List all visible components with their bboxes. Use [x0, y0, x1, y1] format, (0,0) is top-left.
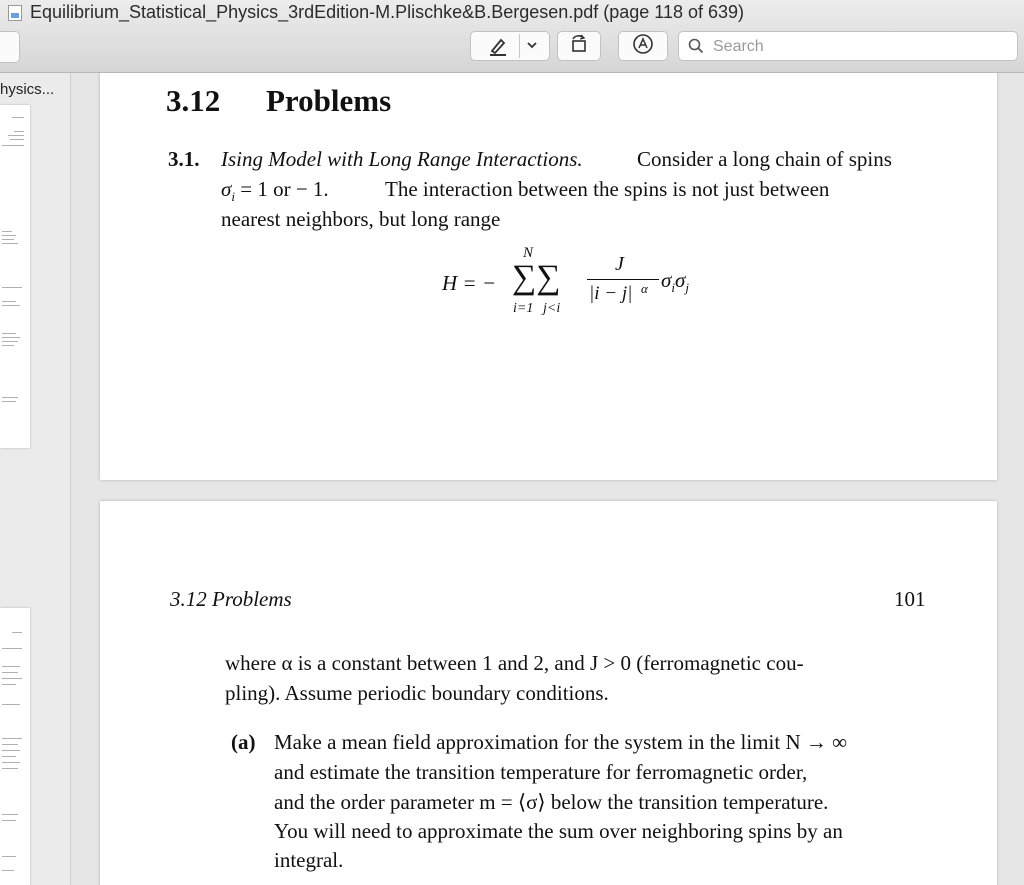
rotate-icon	[567, 33, 591, 60]
paragraph-line: where α is a constant between 1 and 2, and J > 0 (ferromagnetic cou-	[225, 651, 804, 675]
chevron-down-icon[interactable]	[526, 37, 538, 55]
sidebar-document-label: hysics...	[0, 81, 55, 98]
markup-circle-a-icon	[632, 33, 654, 60]
item-line: and the order parameter m = ⟨σ⟩ below the transition temperature.	[274, 790, 829, 814]
running-head: 3.12 Problems	[170, 587, 292, 611]
item-line: and estimate the transition temperature for ferromagnetic order,	[274, 760, 808, 784]
markup-toolbar-button[interactable]	[470, 31, 550, 61]
problem-text-line: nearest neighbors, but long range	[221, 207, 501, 231]
search-input[interactable]	[711, 36, 1005, 58]
pdf-viewer[interactable]	[71, 73, 1024, 885]
section-number: 3.12	[166, 83, 221, 118]
pdf-document-icon	[8, 5, 22, 21]
item-label: (a)	[231, 730, 256, 754]
pdf-page: 3.12 Problems 3.1. Ising Model with Long Range Interactions. Consider a long chain of spins $\sigma_i = 1$ or − 1. The interaction between the spins is not just between nearest neighbors, but long range H = − N ∑∑ i=1 j<i J |i − j| α $\sigma_i\sigma_j$	[100, 73, 997, 480]
window-titlebar	[0, 0, 1024, 73]
annotate-button[interactable]	[618, 31, 668, 61]
window-title: Equilibrium_Statistical_Physics_3rdEdition-M.Plischke&B.Bergesen.pdf (page 118 of 639)	[30, 2, 745, 22]
search-icon	[688, 38, 704, 59]
rotate-button[interactable]	[557, 31, 601, 61]
page-number: 101	[894, 587, 926, 611]
problem-number: 3.1.	[168, 147, 200, 171]
thumbnail-sidebar[interactable]	[0, 73, 71, 885]
page-thumbnail[interactable]	[0, 608, 30, 885]
paragraph-line: pling). Assume periodic boundary conditions.	[225, 681, 609, 705]
item-line: integral.	[274, 848, 344, 872]
page-thumbnail[interactable]	[0, 105, 30, 448]
section-title: Problems	[266, 83, 392, 118]
item-line: You will need to approximate the sum over neighboring spins by an	[274, 819, 843, 843]
item-line: Make a mean field approximation for the system in the limit N → ∞	[274, 730, 848, 754]
search-field[interactable]	[678, 31, 1018, 61]
pdf-page	[100, 501, 997, 885]
sidebar-toggle-button[interactable]	[0, 31, 20, 63]
problem-text-line: $\sigma_i = 1$ or − 1.	[221, 177, 329, 205]
problem-title: Ising Model with Long Range Interactions.	[221, 147, 583, 171]
problem-text-line: The interaction between the spins is not just between	[385, 177, 830, 201]
problem-text-line: Consider a long chain of spins	[637, 147, 892, 171]
highlighter-pen-icon	[483, 34, 513, 58]
